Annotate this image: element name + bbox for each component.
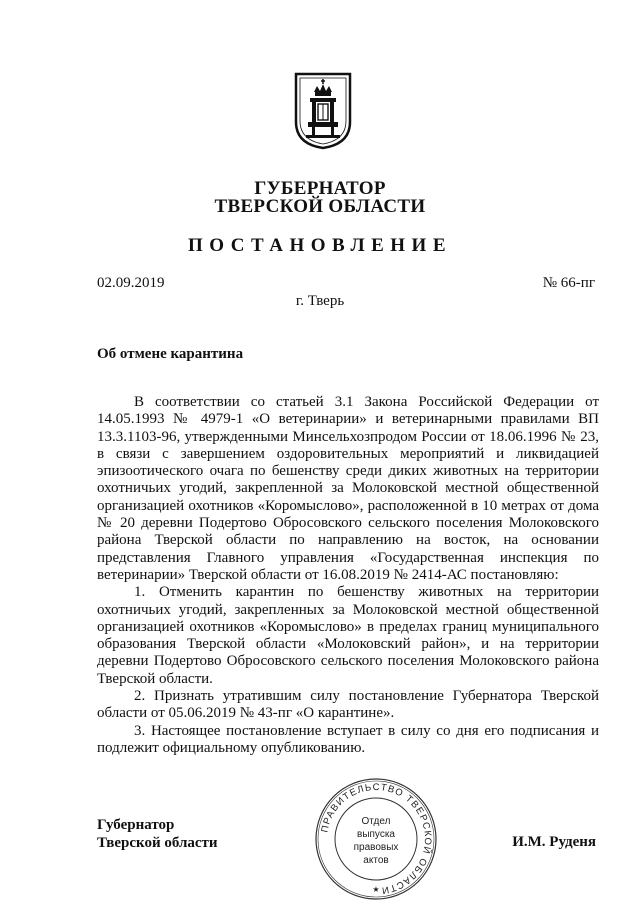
issuer-region: ТВЕРСКОЙ ОБЛАСТИ <box>214 196 426 217</box>
body-paragraph-item-2: 2. Признать утратившим силу постановление Губернатора Тверской области от 05.06.2019 № 43-пг «О карантине». <box>97 688 599 722</box>
signatory-title-line1: Губернатор <box>97 817 175 833</box>
stamp-ring-text: ПРАВИТЕЛЬСТВО ТВЕРСКОЙ ОБЛАСТИ <box>319 781 434 896</box>
body-paragraph-item-3: 3. Настоящее постановление вступает в силу со дня его подписания и подлежит официальному опубликованию. <box>97 722 599 756</box>
official-stamp <box>313 776 439 902</box>
document-date: 02.09.2019 <box>97 275 165 291</box>
body-paragraph-item-1: 1. Отменить карантин по бешенству животных на территории охотничьих угодий, закрепленных за Молоковской местной общественной организацией охотников «Коромыслово» в пределах границ муниципального образования Тверской области «Молоковский район», и на территории деревни Подертово Обросовского сельского поселения Молоковского района Тверской области. <box>97 584 599 687</box>
stamp-line-3: правовых <box>353 842 399 853</box>
coat-of-arms-icon <box>294 72 352 150</box>
document-body <box>97 394 599 757</box>
body-paragraph-preamble: В соответствии со статьей 3.1 Закона Российской Федерации от 14.05.1993 № 4979-1 «О ветеринарии» и ветеринарными правилами ВП 13.3.1103-96, утвержденными Минсельхозпродом России от 18.06.1996 № 23, в связи с завершением оздоровительных мероприятий и ликвидацией эпизоотического очага по бешенству среди диких животных на территории охотничьих угодий, закрепленной за Молоковской местной общественной организацией охотников «Коромыслово», расположенной в 10 метрах от дома № 20 деревни Подертово Обросовского сельского поселения Молоковского района Тверской области по направлению на восток, на основании представления Главного управления «Государственная инспекция по ветеринарии» Тверской области от 16.08.2019 № 2414-АС постановляю: <box>97 394 599 583</box>
stamp-line-1: Отдел <box>361 816 391 827</box>
stamp-line-2: выпуска <box>357 829 395 840</box>
signatory-title <box>97 816 218 852</box>
stamp-line-4: актов <box>363 855 389 866</box>
document-city: г. Тверь <box>295 293 345 309</box>
document-subject: Об отмене карантина <box>97 346 244 362</box>
stamp-star-icon: ★ <box>372 885 380 894</box>
signatory-title-line2: Тверской области <box>97 835 218 851</box>
document-number: № 66-пг <box>542 275 595 291</box>
signatory-name: И.М. Руденя <box>512 834 596 850</box>
issuer-title: ГУБЕРНАТОР <box>254 178 386 199</box>
document-type: ПОСТАНОВЛЕНИЕ <box>187 235 453 256</box>
